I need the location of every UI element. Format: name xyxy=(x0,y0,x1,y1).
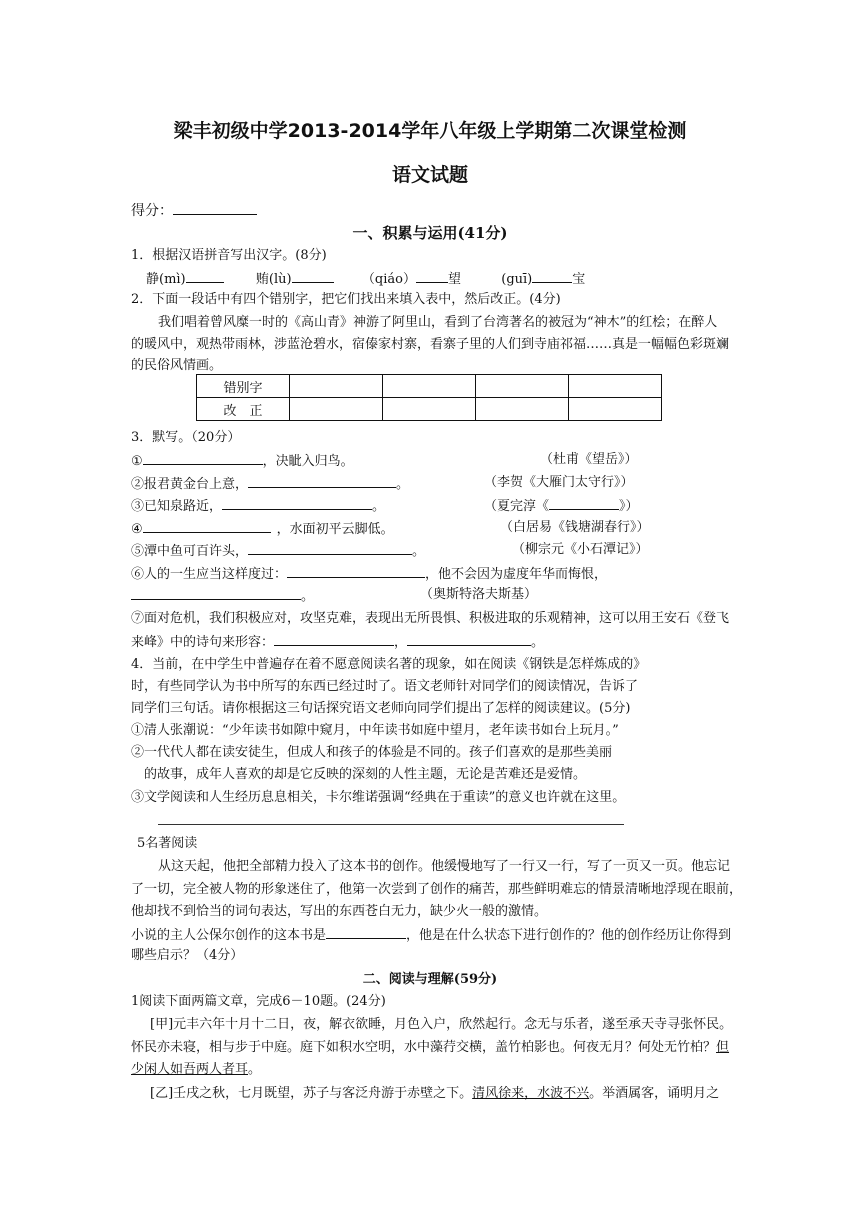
q3-blank-3[interactable] xyxy=(222,495,372,510)
section1-heading: 一、积累与运用(41分) xyxy=(352,224,508,242)
page-title: 梁丰初级中学2013-2014学年八年级上学期第二次课堂检测 xyxy=(173,120,687,142)
q4-line-1: 4．当前，在中学生中普遍存在着不愿意阅读名著的现象，如在阅读《钢铁是怎样炼成的》 xyxy=(131,657,647,672)
q5-title: 5名著阅读 xyxy=(137,836,198,851)
q3-l3-end: 。 xyxy=(372,499,386,514)
table-cell[interactable] xyxy=(476,375,569,398)
table-cell[interactable] xyxy=(569,375,662,398)
q2-para-line-3: 的民俗风情画。 xyxy=(131,358,223,373)
q3-blank-7a[interactable] xyxy=(274,631,394,646)
q4-answer-line[interactable] xyxy=(158,824,624,825)
q3-l2-end: 。 xyxy=(396,477,410,492)
q5-line-2: 了一切，完全被人物的形象迷住了，他第一次尝到了创作的痛苦，那些鲜明难忘的情景清晰地浮现在眼前， xyxy=(131,882,743,897)
q4-line-4: ①清人张潮说：“少年读书如隙中窥月，中年读书如庭中望月，老年读书如台上玩月。” xyxy=(131,723,619,738)
q3-l7-text: 来峰》中的诗句来形容： xyxy=(131,635,275,650)
q3-line-3 xyxy=(131,495,385,517)
q3-line-2 xyxy=(131,473,409,495)
q1-items xyxy=(146,268,585,290)
q3-l7-comma: ， xyxy=(394,635,408,650)
q3-l4-prefix: ④ xyxy=(131,522,143,537)
q1-blank-2[interactable] xyxy=(292,268,334,283)
score-label: 得分： xyxy=(131,203,173,219)
q3-line-5 xyxy=(131,540,425,562)
page-subtitle: 语文试题 xyxy=(391,164,468,186)
q3-l6-text: ⑥人的一生应当这样度过： xyxy=(131,567,288,582)
q3-l6-source: （奥斯特洛夫斯基） xyxy=(420,587,538,602)
yi-l1-underlined: 清风徐来，水波不兴 xyxy=(472,1086,590,1101)
q3-line-7b xyxy=(131,631,544,653)
q3-l6-end: 。 xyxy=(301,589,315,604)
q3-blank-2[interactable] xyxy=(248,473,396,488)
q3-blank-6b[interactable] xyxy=(131,585,301,600)
jia-l2-underlined: 但 xyxy=(716,1040,730,1055)
table-cell[interactable] xyxy=(383,375,476,398)
q3-prompt: 3．默写。（20分） xyxy=(131,430,241,445)
q4-line-3: 同学们三句话。请你根据这三句话探究语文老师向同学们提出了怎样的阅读建议。(5分) xyxy=(131,701,631,716)
q1-blank-3[interactable] xyxy=(416,268,448,283)
q3-l1-source: （杜甫《望岳》） xyxy=(540,452,638,467)
table-cell[interactable] xyxy=(290,375,383,398)
q3-blank-6a[interactable] xyxy=(287,563,425,578)
jia-l3-end: 。 xyxy=(248,1062,262,1077)
q1-item-3: （qiáo） xyxy=(361,272,416,287)
q3-l3-text: ③已知泉路近， xyxy=(131,499,223,514)
q2-para-line-1: 我们唱着曾风糜一时的《高山青》神游了阿里山，看到了台湾著名的被冠为“神木”的红桧；在醉人 xyxy=(158,315,718,330)
table-cell[interactable] xyxy=(476,398,569,421)
q3-l7-end: 。 xyxy=(531,635,545,650)
error-correction-table xyxy=(196,374,662,421)
q5-line-4 xyxy=(131,924,731,946)
section2-heading: 二、阅读与理解(59分) xyxy=(362,972,498,987)
q5-line-3: 他却找不到恰当的词句表达，写出的东西苍白无力，缺少火一般的激情。 xyxy=(131,904,548,919)
q5-line-5: 哪些启示？（4分） xyxy=(131,948,244,963)
yi-l1-text: [乙]壬戌之秋，七月既望，苏子与客泛舟游于赤壁之下。 xyxy=(150,1086,473,1101)
q5-l4-text: 小说的主人公保尔创作的这本书是 xyxy=(131,928,327,943)
q3-line-6c xyxy=(131,585,314,607)
q2-para-line-2: 的暖风中，观热带雨林，涉蓝沧碧水，宿傣家村寨，看寨子里的人们到寺庙祁福……真是一幅幅色彩斑斓 xyxy=(131,337,730,352)
q3-blank-5[interactable] xyxy=(248,540,412,555)
q2-prompt: 2．下面一段话中有四个错别字，把它们找出来填入表中，然后改正。(4分) xyxy=(131,292,561,307)
jia-l2-text: 怀民亦未寝，相与步于中庭。庭下如积水空明，水中藻荇交横，盖竹柏影也。何夜无月？何处无竹柏？ xyxy=(131,1040,717,1055)
q1-prompt: 1．根据汉语拼音写出汉字。(8分) xyxy=(131,248,327,263)
table-cell[interactable] xyxy=(383,398,476,421)
table-row xyxy=(197,375,662,398)
q3-l3-source xyxy=(484,495,639,517)
q4-line-7: ③文学阅读和人生经历息息相关，卡尔维诺强调“经典在于重读”的意义也许就在这里。 xyxy=(131,790,626,805)
table-cell[interactable] xyxy=(569,398,662,421)
q3-l2-source: （李贺《大雁门太守行》） xyxy=(484,475,634,490)
q5-blank[interactable] xyxy=(326,924,406,939)
q3-line-6 xyxy=(131,563,607,585)
passage-jia-line-2 xyxy=(131,1038,729,1058)
q1-item-4-suffix: 宝 xyxy=(572,272,586,287)
table-row xyxy=(197,398,662,421)
yi-l1-text-c: 。举酒属客，诵明月之 xyxy=(589,1086,720,1101)
q3-l5-end: 。 xyxy=(412,544,426,559)
q3-line-4 xyxy=(131,518,394,540)
q3-l6-text-b: ，他不会因为虚度年华而悔恨， xyxy=(425,567,608,582)
passage-jia-line-3 xyxy=(131,1060,261,1080)
q5-line-1: 从这天起，他把全部精力投入了这本书的创作。他缓慢地写了一行又一行，写了一页又一页。他忘记 xyxy=(158,859,731,874)
q3-l3-source-suffix: 》） xyxy=(619,499,639,514)
q3-l2-text: ②报君黄金台上意， xyxy=(131,477,249,492)
q1-item-4: (guī) xyxy=(501,272,533,287)
q3-l3-source-prefix: （夏完淳《 xyxy=(484,499,550,514)
section2-intro: 1阅读下面两篇文章，完成6－10题。(24分) xyxy=(131,994,386,1009)
q3-blank-7b[interactable] xyxy=(407,631,531,646)
q1-item-3-suffix: 望 xyxy=(447,272,461,287)
q4-line-6: 的故事，成年人喜欢的却是它反映的深刻的人性主题，无论是苦难还是爱情。 xyxy=(144,767,587,782)
q3-blank-3-title[interactable] xyxy=(549,495,619,510)
q3-line-7a: ⑦面对危机，我们积极应对，攻坚克难，表现出无所畏惧、积极进取的乐观精神，这可以用王安石《登飞 xyxy=(131,611,730,626)
q3-blank-4[interactable] xyxy=(143,518,271,533)
score-blank[interactable] xyxy=(173,200,257,215)
q5-l4-text-b: ，他是在什么状态下进行创作的？他的创作经历让你得到 xyxy=(406,928,732,943)
q3-l4-source: （白居易《钱塘湖春行》） xyxy=(500,520,650,535)
q3-l1-text: ，决眦入归鸟。 xyxy=(262,454,354,469)
q4-line-5: ②一代代人都在读安徒生，但成人和孩子的体验是不同的。孩子们喜欢的是那些美丽 xyxy=(131,745,613,760)
q1-item-2: 贿(lù) xyxy=(255,272,292,287)
q3-l1-prefix: ① xyxy=(131,454,143,469)
q3-l5-source: （柳宗元《小石潭记》） xyxy=(512,542,649,557)
passage-jia-line-1: [甲]元丰六年十月十二日，夜，解衣欲睡，月色入户，欣然起行。念无与乐者，遂至承天寺寻张怀民。 xyxy=(150,1017,733,1032)
passage-yi-line-1 xyxy=(150,1084,719,1104)
q3-line-1 xyxy=(131,450,354,472)
score-line xyxy=(131,200,257,221)
q4-line-2: 时，有些同学认为书中所写的东西已经过时了。语文老师针对同学们的阅读情况，告诉了 xyxy=(131,679,639,694)
q1-blank-4[interactable] xyxy=(532,268,572,283)
q3-l4-text: ，水面初平云脚低。 xyxy=(276,522,394,537)
q3-l5-text: ⑤潭中鱼可百许头， xyxy=(131,544,249,559)
q1-item-1: 静(mì) xyxy=(146,272,186,287)
jia-l3-underlined: 少闲人如吾两人者耳 xyxy=(131,1062,249,1077)
table-label-correction: 改 正 xyxy=(197,398,290,421)
table-cell[interactable] xyxy=(290,398,383,421)
q1-blank-1[interactable] xyxy=(186,268,224,283)
q3-blank-1[interactable] xyxy=(143,450,263,465)
table-label-errors: 错别字 xyxy=(197,375,290,398)
